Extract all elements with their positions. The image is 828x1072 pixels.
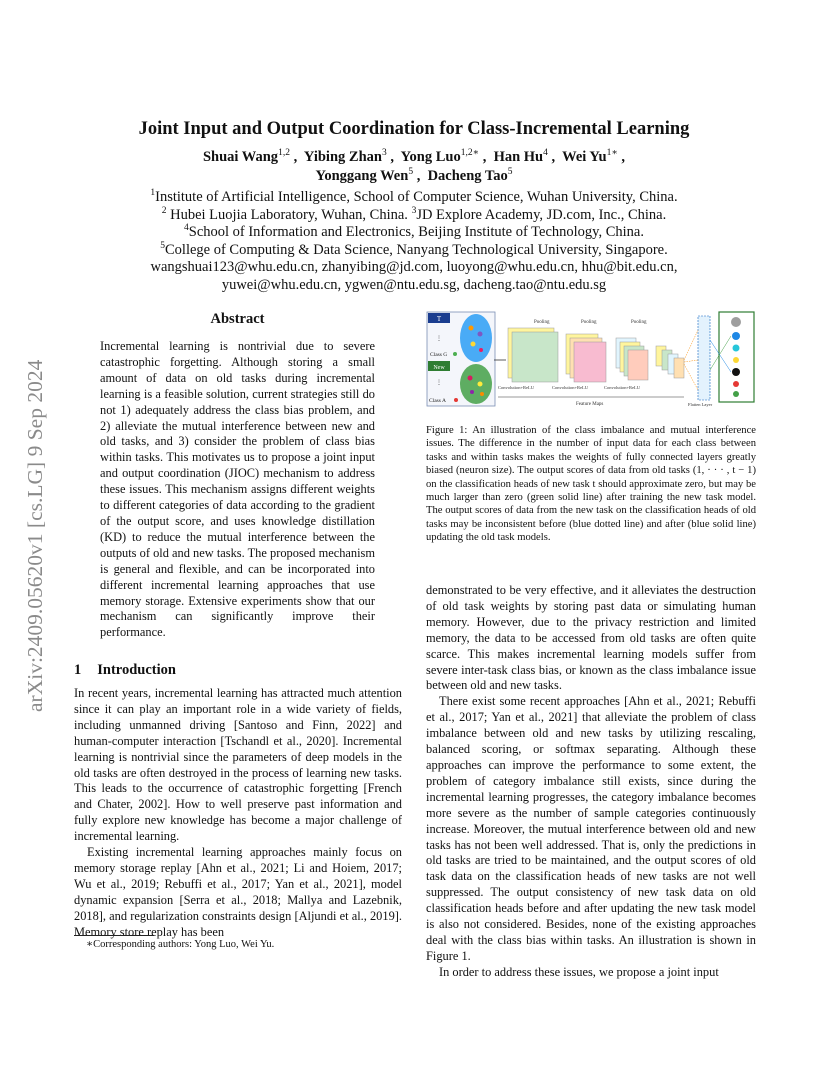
paragraph: In recent years, incremental learning has attracted much attention since it can play an important role in a wide variety of fields, including unmanned driving [Santoso and Finn, 2022] and human-computer interaction [Tschandl et al., 2020]. Incremental learning is nontrivial since the parameters of deep models in the old tasks are often destroyed in the process of learning new tasks. This leads to the occurrence of catastrophic forgetting [French and Chater, 2002]. How to well preserve past information and fully explore new knowledge has become a major challenge of incremental learning. [74, 686, 402, 844]
figure-1-caption: Figure 1: An illustration of the class imbalance and mutual interference issues. The difference in the number of input data for each class between tasks and within tasks makes the weights of fully connected layers greatly biased (neuron size). The output scores of data from old tasks (1, · · · , t − 1) on the classification heads of new task t should approximate zero, but may be much larger than zero (green solid line) after training the new task model. The output scores of data from the new task on the classification heads of old tasks may be inconsistent before (blue dotted line) and after (blue solid line) updating the old task models. [426, 425, 756, 544]
authors-line-2: Yonggang Wen$^5$ , Dacheng Tao$^5$ [315, 167, 513, 184]
feature-stack-3 [616, 338, 648, 380]
affiliation-2: $^2$ Hubei Luojia Laboratory, Wuhan, China. $^3$JD Explore Academy, JD.com, Inc., China. [161, 205, 667, 223]
old-data-cluster [460, 314, 492, 362]
affiliation-3: $^4$School of Information and Electronics, Beijing Institute of Technology, China. [184, 223, 644, 240]
conv-label-3: Convolution+ReLU [604, 385, 641, 390]
paragraph: There exist some recent approaches [Ahn et al., 2021; Rebuffi et al., 2017; Yan et al., 2021] that alleviate the problem of class imbalance between old and new tasks by utilizing rescaling, balanced scoring, or softmax separating. Although these approaches can improve the performance to some extent, the problem of category imbalance still exists, since during the incremental learning progresses, the category imbalance becomes more severe as the number of sample categories continuously increase. Moreover, the mutual interference between old and new tasks has not been well addressed. That is, only the predictions in old tasks are tried to be maintained, and the output scores of old task data on the classification heads of new tasks are not well suppressed. The output consistency of new task data on old classification heads before and after updating the new task model is also not considered. Besides, none of the existing approaches deal with the class bias within tasks. An illustration is shown in Figure 1. [426, 694, 756, 963]
flatten-label: Flatten Layer [688, 402, 713, 407]
paragraph: Existing incremental learning approaches mainly focus on memory storage replay [Ahn et al., 2021; Li and Hoiem, 2017; Wu et al., 2019; Rebuffi et al., 2017; Yan et al., 2021], model dynamic expansion [Serra et al., 2018; Mallya and Lazebnik, 2018], and regularization constraints design [Aljundi et al., 2019]. Memory store replay has been [74, 845, 402, 939]
affiliation-1: $^1$Institute of Artificial Intelligence, School of Computer Science, Wuhan University, China. [150, 188, 678, 205]
footnote: ∗Corresponding authors: Yong Luo, Wei Yu. [86, 939, 275, 950]
feature-stack-4 [656, 346, 684, 378]
feature-stack-2 [566, 334, 606, 382]
pooling-label-3: Pooling [631, 320, 647, 325]
paragraph: In order to address these issues, we propose a joint input [439, 964, 719, 979]
conv-label-2: Convolution+ReLU [552, 385, 589, 390]
task-label: T [436, 315, 442, 323]
abstract-text: Incremental learning is nontrivial due to severe catastrophic forgetting. Although storing a small amount of data on old tasks during incremental learning is a feasible solution, current strategies still do not 1) adequately address the class bias problem, and 2) alleviate the mutual interference between new and old tasks, and 3) consider the problem of class bias within tasks. This motivates us to propose a joint input and output coordination (JIOC) mechanism to address these issues. This mechanism assigns different weights to different categories of data according to the gradient of the output score, and uses knowledge distillation (KD) to reduce the mutual interference between the outputs of old and new tasks. The proposed mechanism is general and flexible, and can be incorporated into different incremental learning approaches that use memory storage. Extensive experiments show that our mechanism can significantly improve their performance. [100, 339, 375, 640]
section-title: Introduction [97, 662, 176, 678]
class-a-label: Class A [429, 398, 446, 404]
new-data-cluster [460, 364, 492, 404]
footnote-rule [74, 935, 154, 936]
new-label: New [433, 365, 445, 371]
flatten-layer [698, 316, 710, 400]
author-list [60, 148, 768, 186]
introduction-body [74, 686, 402, 941]
affiliation-4: $^5$College of Computing & Data Science, Nanyang Technological University, Singapore. [160, 240, 668, 258]
paragraph: demonstrated to be very effective, and it alleviates the destruction of old task weights by storing past data or simulating human memory. However, due to the privacy restriction and limited memory, the data to be accessed from old tasks are often quite scarce. This makes incremental learning models suffer from severe inter-task class bias, or known as the class imbalance issue between old and new tasks. [426, 583, 756, 693]
ellipsis: ⋮ [436, 380, 442, 386]
pooling-label-1: Pooling [534, 320, 550, 325]
authors-line-1: Shuai Wang$^{1,2}$ , Yibing Zhan$^3$ , Yong Luo$^{1,2∗}$ , Han Hu$^4$ , Wei $Yu^{1∗}$ , [202, 148, 626, 165]
class-g-dot [453, 352, 457, 356]
affiliations [60, 189, 768, 294]
right-column-body [426, 583, 756, 981]
feature-maps-label: Feature Maps [576, 402, 604, 407]
emails-line-1: wangshuai123@whu.edu.cn, zhanyibing@jd.com, luoyong@whu.edu.cn, hhu@bit.edu.cn, [150, 259, 678, 275]
feature-stack-1 [508, 328, 558, 382]
section-number: 1 [74, 662, 82, 678]
arxiv-stamp [12, 300, 52, 720]
paper-title: Joint Input and Output Coordination for Class-Incremental Learning [138, 119, 690, 139]
figure-1 [426, 310, 756, 410]
figure-1-diagram [426, 310, 756, 410]
class-a-dot [454, 398, 458, 402]
arxiv-stamp-text: arXiv:2409.05620v1 [cs.LG] 9 Sep 2024 [23, 359, 47, 712]
section-heading-introduction [74, 662, 176, 679]
abstract-heading: Abstract [210, 311, 265, 327]
pooling-label-2: Pooling [581, 320, 597, 325]
class-g-label: Class G [430, 352, 448, 358]
emails-line-2: yuwei@whu.edu.cn, ygwen@ntu.edu.sg, dacheng.tao@ntu.edu.sg [221, 276, 607, 293]
ellipsis: ⋮ [436, 336, 442, 342]
conv-label-1: Convolution+ReLU [498, 385, 535, 390]
